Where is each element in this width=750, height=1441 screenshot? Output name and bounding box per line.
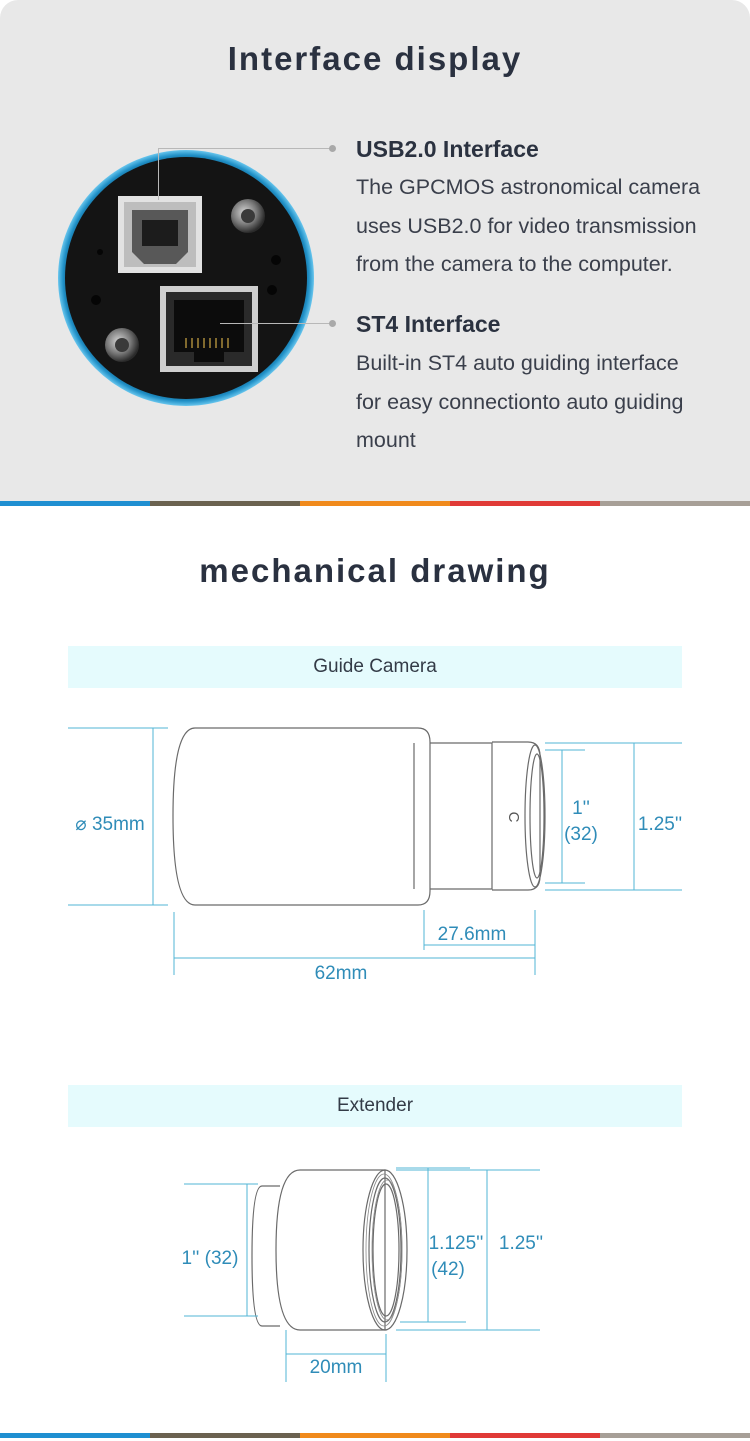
guide-camera-drawing bbox=[0, 700, 750, 1000]
stripe-segment bbox=[450, 1433, 600, 1438]
extender-label: Extender bbox=[68, 1085, 682, 1127]
c-mount-mark: C bbox=[505, 811, 522, 823]
usb-leader-drop bbox=[158, 148, 159, 200]
extender-length-label: 20mm bbox=[309, 1357, 363, 1378]
stripe-segment bbox=[300, 1433, 450, 1438]
st4-leader-line bbox=[220, 323, 332, 324]
outer-diameter-label: 1.25'' bbox=[637, 814, 683, 835]
stripe-segment bbox=[0, 501, 150, 506]
stripe-segment bbox=[600, 1433, 750, 1438]
thread-inch-label: 1.125'' bbox=[428, 1233, 484, 1254]
camera-back-photo bbox=[56, 148, 316, 408]
total-length-label: 62mm bbox=[314, 963, 368, 984]
usb-interface-title: USB2.0 Interface bbox=[356, 136, 539, 162]
stripe-segment bbox=[600, 501, 750, 506]
stripe-segment bbox=[150, 501, 300, 506]
nose-length-label: 27.6mm bbox=[437, 924, 507, 945]
extender-drawing bbox=[0, 1150, 750, 1390]
bottom-color-stripe bbox=[0, 1433, 750, 1438]
guide-camera-label: Guide Camera bbox=[68, 646, 682, 688]
stripe-segment bbox=[0, 1433, 150, 1438]
st4-interface-description: Built-in ST4 auto guiding interface for easy connectionto auto guiding mount bbox=[356, 351, 684, 452]
interface-title: Interface display bbox=[227, 40, 523, 77]
bore-inch-label: 1'' bbox=[572, 798, 590, 819]
color-stripe-divider bbox=[0, 501, 750, 506]
mechanical-title: mechanical drawing bbox=[199, 552, 551, 589]
usb-leader-line bbox=[158, 148, 332, 149]
thread-mm-label: (42) bbox=[431, 1259, 465, 1280]
usb-leader-dot bbox=[329, 145, 336, 152]
stripe-segment bbox=[150, 1433, 300, 1438]
usb-interface-description: The GPCMOS astronomical camera uses USB2.0 for video transmission from the camera to the computer. bbox=[356, 175, 701, 276]
diameter-label: ⌀ 35mm bbox=[75, 814, 145, 835]
stripe-segment bbox=[300, 501, 450, 506]
inner-diameter-label: 1'' (32) bbox=[181, 1248, 239, 1269]
st4-interface-title: ST4 Interface bbox=[356, 311, 501, 337]
extender-outer-label: 1.25'' bbox=[498, 1233, 544, 1254]
st4-leader-dot bbox=[329, 320, 336, 327]
stripe-segment bbox=[450, 501, 600, 506]
bore-mm-label: (32) bbox=[564, 824, 598, 845]
